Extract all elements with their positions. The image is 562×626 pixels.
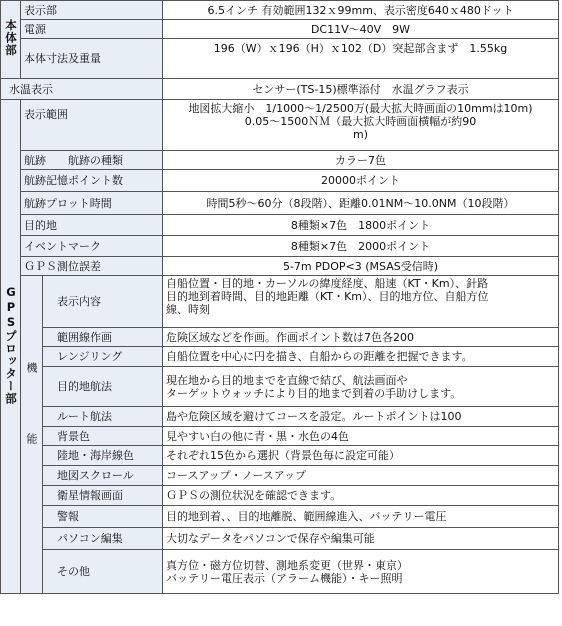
spec-value: 5-7m PDOP<3 (MSAS受信時) bbox=[163, 257, 559, 276]
function-label: 陸地・海岸線色 bbox=[43, 446, 163, 466]
function-value: 自船位置を中心に円を描き、自船からの距離を把握できます。 bbox=[163, 347, 559, 367]
spec-label: 目的地 bbox=[21, 215, 163, 236]
spec-value: DC11V～40V 9W bbox=[163, 20, 559, 39]
spec-value: 20000ポイント bbox=[163, 170, 559, 192]
function-value: ＧＰＳの測位状況を確認できます。 bbox=[163, 486, 559, 506]
table-row bbox=[1, 328, 559, 347]
function-label: 範囲線作画 bbox=[43, 328, 163, 347]
spec-value: 時間5秒～60分（8段階）、距離0.01NM～10.0NM（10段階） bbox=[163, 192, 559, 215]
spec-label: 表示部 bbox=[21, 1, 163, 20]
table-row bbox=[1, 79, 559, 100]
function-label: レンジリング bbox=[43, 347, 163, 367]
function-label: 表示内容 bbox=[43, 276, 163, 328]
spec-value: 8種類×7色 2000ポイント bbox=[163, 236, 559, 257]
table-row bbox=[1, 1, 559, 20]
function-label: パソコン編集 bbox=[43, 528, 163, 550]
function-value: 目的地到着、、目的地離脱、範囲線進入、バッテリー電圧 bbox=[163, 506, 559, 528]
spec-label: ＧＰＳ測位誤差 bbox=[21, 257, 163, 276]
table-row bbox=[1, 215, 559, 236]
spec-label: 電源 bbox=[21, 20, 163, 39]
function-label: ルート航法 bbox=[43, 407, 163, 427]
table-row bbox=[1, 20, 559, 39]
table-row bbox=[1, 151, 559, 170]
function-value: 自船位置・目的地・カーソルの緯度経度、船速（KT・Km）、針路 目的地到着時間、目的地距離（KT・Km）、目的地方位、自船方位 線、時刻 bbox=[163, 276, 559, 328]
table-row bbox=[1, 550, 559, 594]
table-row bbox=[1, 446, 559, 466]
spec-label: イベントマーク bbox=[21, 236, 163, 257]
table-row bbox=[1, 192, 559, 215]
function-value: 見やすい白の他に青・黒・水色の4色 bbox=[163, 427, 559, 446]
spec-label: 本体寸法及重量 bbox=[21, 39, 163, 79]
table-row bbox=[1, 466, 559, 486]
spec-label: 航跡記憶ポイント数 bbox=[21, 170, 163, 192]
spec-value: 8種類×7色 1800ポイント bbox=[163, 215, 559, 236]
group-label-functions: 機能 bbox=[21, 276, 43, 594]
spec-label: 航跡プロット時間 bbox=[21, 192, 163, 215]
function-value: 島や危険区域を避けてコースを設定。ルートポイントは100 bbox=[163, 407, 559, 427]
group-label-gps-plotter: GPSプロッター部 bbox=[1, 100, 21, 594]
table-row bbox=[1, 506, 559, 528]
table-row bbox=[1, 427, 559, 446]
table-row bbox=[1, 257, 559, 276]
spec-value: 地図拡大縮小 1/1000～1/2500万(最大拡大時画面の10mmは10m) 0.05～1500ＮＭ（最大拡大時画面横幅が約90 m) bbox=[163, 100, 559, 151]
function-value: 真方位・磁方位切替、測地系変更（世界・東京） バッテリー電圧表示（アラーム機能）・キー照明 bbox=[163, 550, 559, 594]
function-label: 警報 bbox=[43, 506, 163, 528]
table-row bbox=[1, 276, 559, 328]
function-value: 現在地から目的地までを直線で結び、航法画面や ターゲットウォッチにより目的地まで到着の手助けします。 bbox=[163, 367, 559, 407]
spec-label: 表示範囲 bbox=[21, 100, 163, 151]
spec-value: カラー7色 bbox=[163, 151, 559, 170]
function-value: 大切なデータをパソコンで保存や編集可能 bbox=[163, 528, 559, 550]
function-value: それぞれ15色から選択（背景色毎に設定可能） bbox=[163, 446, 559, 466]
spec-label-water-temp: 水温表示 bbox=[1, 79, 163, 100]
table-row bbox=[1, 170, 559, 192]
function-label: 背景色 bbox=[43, 427, 163, 446]
function-value: コースアップ・ノースアップ bbox=[163, 466, 559, 486]
function-value: 危険区域などを作画。作画ポイント数は7色各200 bbox=[163, 328, 559, 347]
function-label: その他 bbox=[43, 550, 163, 594]
table-row bbox=[1, 407, 559, 427]
function-label: 衛星情報画面 bbox=[43, 486, 163, 506]
table-row bbox=[1, 367, 559, 407]
spec-value: 6.5インチ 有効範囲132ｘ99mm、表示密度640ｘ480ドット bbox=[163, 1, 559, 20]
spec-value: 196（W）ｘ196（H）ｘ102（D）突起部含まず 1.55kg bbox=[163, 39, 559, 79]
table-row bbox=[1, 100, 559, 151]
spec-value-water-temp: センサー(TS-15)標準添付 水温グラフ表示 bbox=[163, 79, 559, 100]
table-row bbox=[1, 347, 559, 367]
group-label-main-unit: 本体部 bbox=[1, 1, 21, 79]
function-label: 地図スクロール bbox=[43, 466, 163, 486]
function-label: 目的地航法 bbox=[43, 367, 163, 407]
table-row bbox=[1, 236, 559, 257]
table-row bbox=[1, 39, 559, 79]
spec-label: 航跡 航跡の種類 bbox=[21, 151, 163, 170]
table-row bbox=[1, 486, 559, 506]
table-row bbox=[1, 528, 559, 550]
